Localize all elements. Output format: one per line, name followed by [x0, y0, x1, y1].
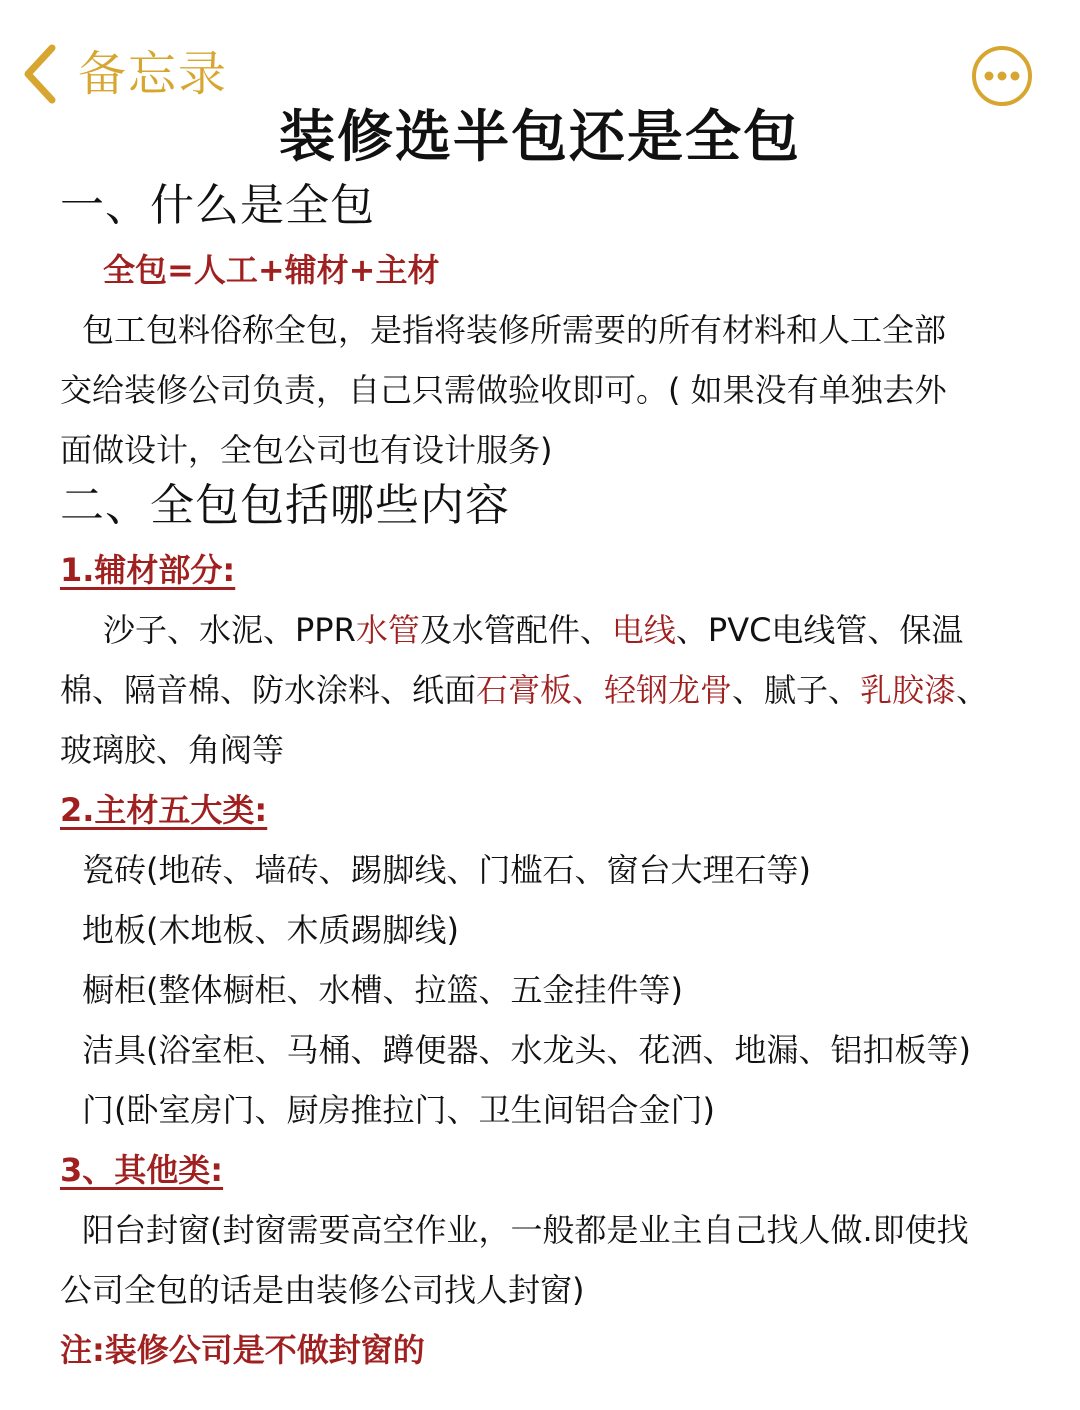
- main-material-item: 地板(木地板、木质踢脚线): [82, 911, 459, 949]
- highlight-text: 乳胶漆: [860, 671, 957, 709]
- highlight-text: 石膏板、轻钢龙骨: [476, 671, 733, 709]
- note-line: 注:装修公司是不做封窗的: [60, 1331, 425, 1369]
- main-material-item: 瓷砖(地砖、墙砖、踢脚线、门槛石、窗台大理石等): [82, 851, 811, 889]
- more-button[interactable]: [970, 44, 1034, 108]
- text-span: 沙子、水泥、PPR: [103, 611, 356, 649]
- highlight-text: 水管: [355, 611, 420, 649]
- main-material-item: 橱柜(整体橱柜、水槽、拉篮、五金挂件等): [82, 971, 683, 1009]
- subheading-other: 3、其他类:: [60, 1151, 224, 1189]
- ellipsis-circle-icon: [970, 44, 1034, 108]
- subheading-auxiliary-materials: 1.辅材部分:: [60, 551, 236, 589]
- main-material-item: 门(卧室房门、厨房推拉门、卫生间铝合金门): [82, 1091, 715, 1129]
- paragraph-line: 交给装修公司负责，自己只需做验收即可。( 如果没有单独去外: [60, 371, 947, 409]
- paragraph-line: 公司全包的话是由装修公司找人封窗): [60, 1271, 585, 1309]
- section-heading-contents: 二、全包包括哪些内容: [60, 480, 510, 531]
- note-title: 装修选半包还是全包: [279, 105, 801, 170]
- text-span: 棉、隔音棉、防水涂料、纸面: [60, 671, 477, 709]
- back-label: 备忘录: [78, 46, 229, 102]
- aux-materials-line: 玻璃胶、角阀等: [60, 731, 285, 769]
- text-span: 、腻子、: [732, 671, 861, 709]
- chevron-left-icon: [20, 42, 60, 106]
- aux-materials-line: [103, 608, 963, 652]
- paragraph-line: 包工包料俗称全包，是指将装修所需要的所有材料和人工全部: [82, 311, 947, 349]
- subheading-main-materials: 2.主材五大类:: [60, 791, 268, 829]
- formula-line: 全包=人工+辅材+主材: [103, 251, 440, 289]
- text-span: 及水管配件、: [419, 611, 612, 649]
- main-material-item: 洁具(浴室柜、马桶、蹲便器、水龙头、花洒、地漏、铝扣板等): [82, 1031, 971, 1069]
- back-button[interactable]: [20, 42, 228, 106]
- section-heading-what-is-full-package: 一、什么是全包: [60, 180, 375, 231]
- text-span: 、PVC电线管、保温: [675, 611, 964, 649]
- paragraph-line: 阳台封窗(封窗需要高空作业，一般都是业主自己找人做.即使找: [82, 1211, 969, 1249]
- paragraph-line: 面做设计，全包公司也有设计服务): [60, 431, 553, 469]
- text-span: 、: [956, 671, 989, 709]
- aux-materials-line: [60, 668, 988, 712]
- highlight-text: 电线: [611, 611, 676, 649]
